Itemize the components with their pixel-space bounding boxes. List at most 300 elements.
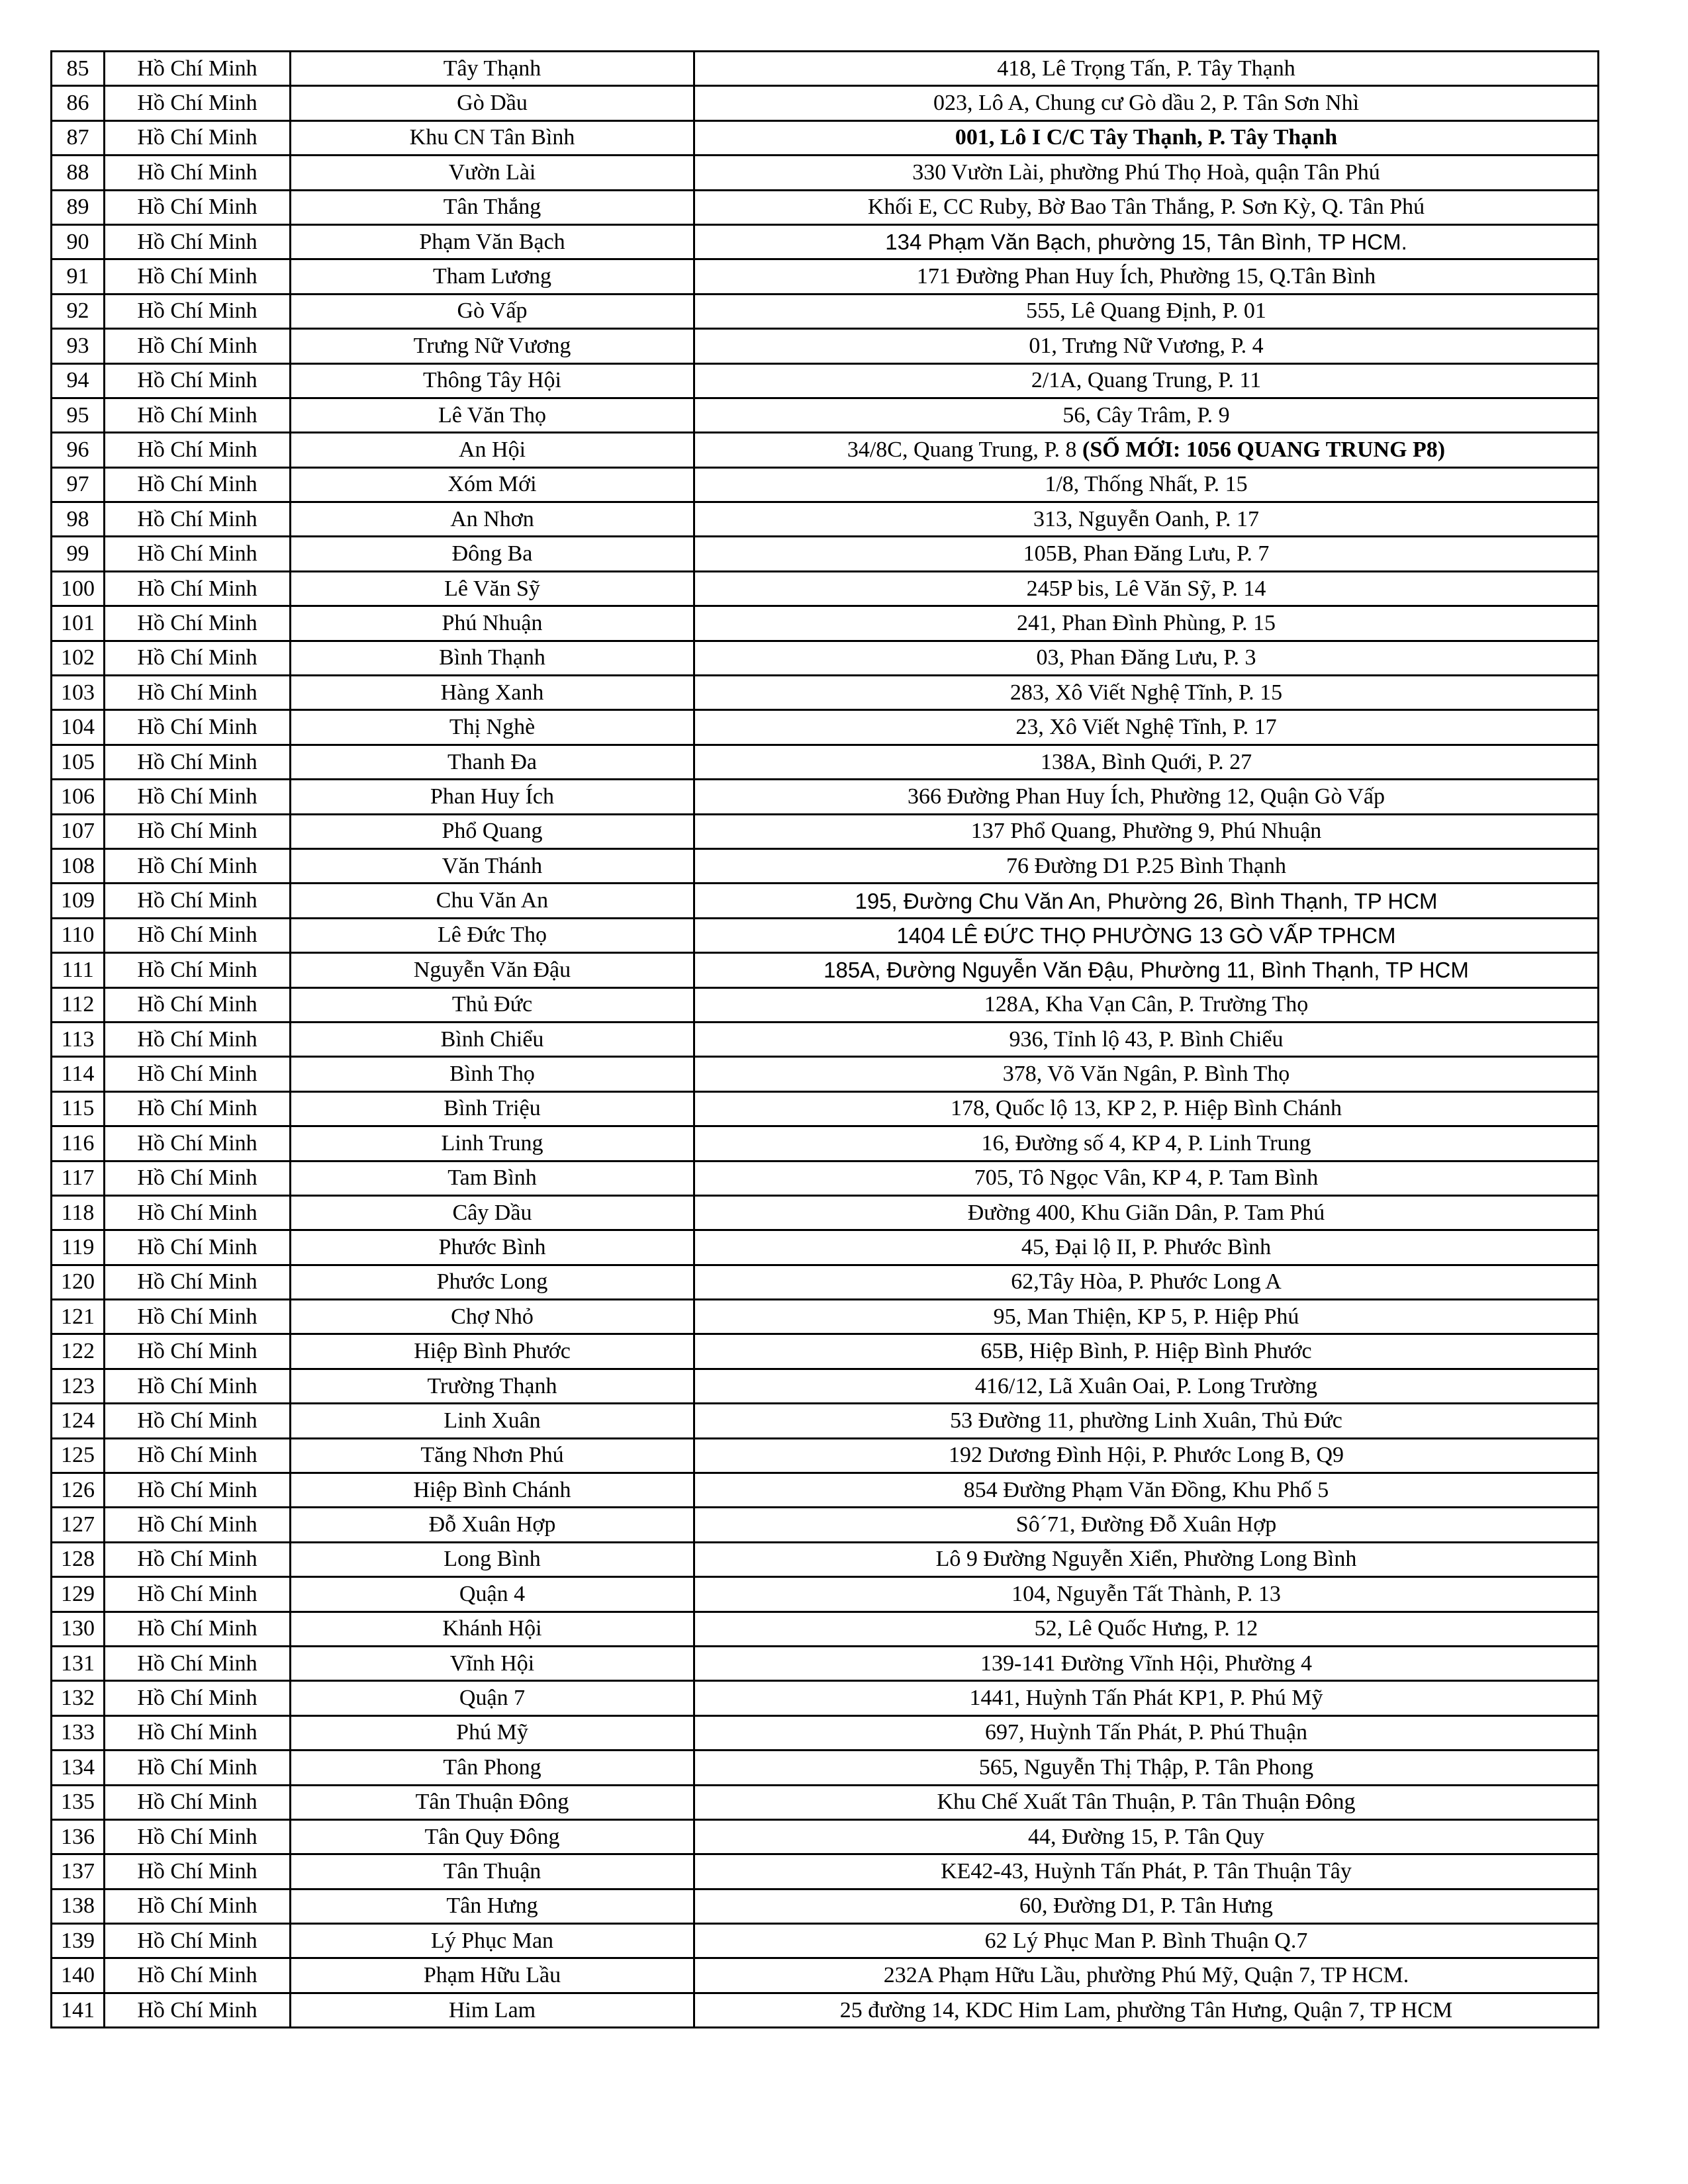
city-cell: Hồ Chí Minh — [105, 363, 291, 398]
address-text: 178, Quốc lộ 13, KP 2, P. Hiệp Bình Chánh — [951, 1096, 1342, 1121]
row-number-cell: 86 — [52, 86, 105, 120]
address-text: Sô´71, Đường Đỗ Xuân Hợp — [1015, 1512, 1277, 1537]
table-row — [52, 1993, 1599, 2027]
address-text: 139-141 Đường Vĩnh Hội, Phường 4 — [980, 1651, 1312, 1676]
table-row — [52, 1473, 1599, 1508]
address-cell — [694, 918, 1599, 952]
row-number-cell: 140 — [52, 1958, 105, 1993]
branch-name-cell: Bình Chiểu — [291, 1022, 694, 1056]
table-row — [52, 814, 1599, 848]
table-row — [52, 1091, 1599, 1126]
address-cell — [694, 1924, 1599, 1958]
city-cell: Hồ Chí Minh — [105, 1404, 291, 1438]
city-cell: Hồ Chí Minh — [105, 1889, 291, 1923]
table-row — [52, 1577, 1599, 1612]
address-text: 128A, Kha Vạn Cân, P. Trường Thọ — [984, 992, 1309, 1017]
address-cell — [694, 1091, 1599, 1126]
row-number-cell: 103 — [52, 676, 105, 710]
row-number-cell: 125 — [52, 1438, 105, 1473]
branch-name-cell: Phổ Quang — [291, 814, 694, 848]
address-text: Khu Chế Xuất Tân Thuận, P. Tân Thuận Đông — [937, 1790, 1356, 1815]
address-cell — [694, 953, 1599, 987]
branch-name-cell: Hàng Xanh — [291, 676, 694, 710]
address-cell — [694, 848, 1599, 883]
city-cell: Hồ Chí Minh — [105, 1542, 291, 1576]
table-row — [52, 1334, 1599, 1369]
row-number-cell: 97 — [52, 467, 105, 502]
row-number-cell: 134 — [52, 1751, 105, 1785]
address-cell — [694, 259, 1599, 294]
address-text: 62 Lý Phục Man P. Bình Thuận Q.7 — [984, 1928, 1308, 1953]
address-cell — [694, 52, 1599, 86]
branch-name-cell: Thông Tây Hội — [291, 363, 694, 398]
city-cell: Hồ Chí Minh — [105, 433, 291, 467]
table-row — [52, 1751, 1599, 1785]
address-cell — [694, 1195, 1599, 1230]
address-text: 1404 LÊ ĐỨC THỌ PHƯỜNG 13 GÒ VẤP TPHCM — [896, 923, 1396, 948]
address-cell — [694, 1404, 1599, 1438]
city-cell: Hồ Chí Minh — [105, 571, 291, 606]
address-text: 283, Xô Viết Nghệ Tĩnh, P. 15 — [1009, 680, 1283, 705]
address-text: 245P bis, Lê Văn Sỹ, P. 14 — [1026, 576, 1266, 601]
table-row — [52, 884, 1599, 918]
city-cell: Hồ Chí Minh — [105, 467, 291, 502]
table-row — [52, 1230, 1599, 1265]
city-cell: Hồ Chí Minh — [105, 502, 291, 537]
city-cell: Hồ Chí Minh — [105, 537, 291, 571]
row-number-cell: 107 — [52, 814, 105, 848]
address-cell — [694, 86, 1599, 120]
row-number-cell: 96 — [52, 433, 105, 467]
row-number-cell: 120 — [52, 1265, 105, 1299]
branch-name-cell: Nguyễn Văn Đậu — [291, 953, 694, 987]
branch-name-cell: Thủ Đức — [291, 987, 694, 1022]
address-text: 232A Phạm Hữu Lầu, phường Phú Mỹ, Quận 7, TP HCM. — [883, 1963, 1409, 1988]
row-number-cell: 111 — [52, 953, 105, 987]
city-cell: Hồ Chí Minh — [105, 52, 291, 86]
address-text: 936, Tỉnh lộ 43, P. Bình Chiểu — [1009, 1026, 1284, 1052]
branch-name-cell: Lê Đức Thọ — [291, 918, 694, 952]
branch-name-cell: Tân Thuận — [291, 1854, 694, 1889]
city-cell: Hồ Chí Minh — [105, 884, 291, 918]
branch-name-cell: Long Bình — [291, 1542, 694, 1576]
row-number-cell: 119 — [52, 1230, 105, 1265]
city-cell: Hồ Chí Minh — [105, 1195, 291, 1230]
new-address-note: (SỐ MỚI: 1056 QUANG TRUNG P8) — [1082, 437, 1446, 462]
address-cell — [694, 329, 1599, 363]
address-cell — [694, 1819, 1599, 1854]
address-text: 171 Đường Phan Huy Ích, Phường 15, Q.Tân Bình — [916, 264, 1376, 289]
address-cell — [694, 537, 1599, 571]
address-text: 56, Cây Trâm, P. 9 — [1062, 402, 1230, 428]
table-row — [52, 571, 1599, 606]
city-cell: Hồ Chí Minh — [105, 1577, 291, 1612]
address-cell — [694, 1958, 1599, 1993]
table-row — [52, 606, 1599, 641]
city-cell: Hồ Chí Minh — [105, 1751, 291, 1785]
address-text: 53 Đường 11, phường Linh Xuân, Thủ Đức — [950, 1408, 1342, 1433]
address-text: 34/8C, Quang Trung, P. 8 — [847, 437, 1077, 462]
table-row — [52, 1889, 1599, 1923]
branch-name-cell: Trưng Nữ Vương — [291, 329, 694, 363]
address-text: 104, Nguyễn Tất Thành, P. 13 — [1011, 1581, 1281, 1606]
branch-name-cell: Xóm Mới — [291, 467, 694, 502]
row-number-cell: 117 — [52, 1161, 105, 1195]
city-cell: Hồ Chí Minh — [105, 1993, 291, 2027]
address-text: Đường 400, Khu Giãn Dân, P. Tam Phú — [967, 1200, 1325, 1225]
address-text: 03, Phan Đăng Lưu, P. 3 — [1036, 645, 1256, 670]
city-cell: Hồ Chí Minh — [105, 1265, 291, 1299]
branch-name-cell: Tam Bình — [291, 1161, 694, 1195]
address-text: Khối E, CC Ruby, Bờ Bao Tân Thắng, P. Sơn Kỳ, Q. Tân Phú — [867, 195, 1425, 220]
row-number-cell: 137 — [52, 1854, 105, 1889]
address-text: 705, Tô Ngọc Vân, KP 4, P. Tam Bình — [974, 1165, 1319, 1191]
row-number-cell: 105 — [52, 745, 105, 779]
table-row — [52, 918, 1599, 952]
row-number-cell: 90 — [52, 224, 105, 259]
table-row — [52, 537, 1599, 571]
branch-name-cell: Tân Thuận Đông — [291, 1785, 694, 1819]
city-cell: Hồ Chí Minh — [105, 224, 291, 259]
city-cell: Hồ Chí Minh — [105, 329, 291, 363]
address-text: 195, Đường Chu Văn An, Phường 26, Bình Thạnh, TP HCM — [855, 888, 1438, 913]
table-row — [52, 1681, 1599, 1715]
branch-name-cell: Chu Văn An — [291, 884, 694, 918]
table-row — [52, 1958, 1599, 1993]
branch-address-table — [50, 50, 1599, 2028]
table-row — [52, 710, 1599, 745]
address-text: 138A, Bình Quới, P. 27 — [1040, 749, 1252, 774]
branch-name-cell: Quận 7 — [291, 1681, 694, 1715]
address-cell — [694, 1854, 1599, 1889]
branch-name-cell: Linh Xuân — [291, 1404, 694, 1438]
table-row — [52, 676, 1599, 710]
row-number-cell: 132 — [52, 1681, 105, 1715]
address-cell — [694, 1715, 1599, 1750]
row-number-cell: 87 — [52, 120, 105, 155]
address-cell — [694, 502, 1599, 537]
branch-name-cell: Đỗ Xuân Hợp — [291, 1508, 694, 1542]
row-number-cell: 131 — [52, 1646, 105, 1680]
row-number-cell: 126 — [52, 1473, 105, 1508]
branch-name-cell: Gò Vấp — [291, 294, 694, 328]
row-number-cell: 113 — [52, 1022, 105, 1056]
address-cell — [694, 294, 1599, 328]
table-row — [52, 1022, 1599, 1056]
branch-name-cell: Tây Thạnh — [291, 52, 694, 86]
table-row — [52, 329, 1599, 363]
address-cell — [694, 1646, 1599, 1680]
row-number-cell: 139 — [52, 1924, 105, 1958]
address-text: KE42-43, Huỳnh Tấn Phát, P. Tân Thuận Tây — [941, 1859, 1352, 1884]
address-cell — [694, 1889, 1599, 1923]
city-cell: Hồ Chí Minh — [105, 1057, 291, 1091]
table-row — [52, 52, 1599, 86]
row-number-cell: 94 — [52, 363, 105, 398]
address-text: 23, Xô Viết Nghệ Tĩnh, P. 17 — [1015, 715, 1277, 740]
table-row — [52, 1126, 1599, 1161]
address-cell — [694, 571, 1599, 606]
city-cell: Hồ Chí Minh — [105, 1715, 291, 1750]
row-number-cell: 114 — [52, 1057, 105, 1091]
table-row — [52, 1404, 1599, 1438]
table-row — [52, 502, 1599, 537]
address-cell — [694, 1126, 1599, 1161]
row-number-cell: 122 — [52, 1334, 105, 1369]
address-text: 134 Phạm Văn Bạch, phường 15, Tân Bình, TP HCM. — [885, 230, 1407, 255]
table-row — [52, 1057, 1599, 1091]
city-cell: Hồ Chí Minh — [105, 1161, 291, 1195]
city-cell: Hồ Chí Minh — [105, 1230, 291, 1265]
branch-name-cell: Hiệp Bình Phước — [291, 1334, 694, 1369]
address-text: 565, Nguyễn Thị Thập, P. Tân Phong — [978, 1754, 1314, 1780]
address-cell — [694, 1751, 1599, 1785]
city-cell: Hồ Chí Minh — [105, 745, 291, 779]
address-text: 854 Đường Phạm Văn Đồng, Khu Phố 5 — [963, 1477, 1329, 1502]
table-row — [52, 433, 1599, 467]
row-number-cell: 123 — [52, 1369, 105, 1403]
address-cell — [694, 1438, 1599, 1473]
row-number-cell: 124 — [52, 1404, 105, 1438]
city-cell: Hồ Chí Minh — [105, 641, 291, 675]
branch-name-cell: Khánh Hội — [291, 1612, 694, 1646]
row-number-cell: 121 — [52, 1300, 105, 1334]
address-text: 105B, Phan Đăng Lưu, P. 7 — [1023, 541, 1270, 567]
address-text: 330 Vườn Lài, phường Phú Thọ Hoà, quận Tân Phú — [912, 159, 1380, 185]
row-number-cell: 99 — [52, 537, 105, 571]
branch-name-cell: Văn Thánh — [291, 848, 694, 883]
address-cell — [694, 814, 1599, 848]
address-cell — [694, 710, 1599, 745]
city-cell: Hồ Chí Minh — [105, 606, 291, 641]
row-number-cell: 92 — [52, 294, 105, 328]
address-cell — [694, 987, 1599, 1022]
row-number-cell: 104 — [52, 710, 105, 745]
table-row — [52, 259, 1599, 294]
branch-name-cell: Phước Bình — [291, 1230, 694, 1265]
table-row — [52, 363, 1599, 398]
address-text: 185A, Đường Nguyễn Văn Đậu, Phường 11, Bình Thạnh, TP HCM — [823, 958, 1469, 983]
table-body — [52, 52, 1599, 2028]
table-row — [52, 1612, 1599, 1646]
branch-name-cell: Vĩnh Hội — [291, 1646, 694, 1680]
row-number-cell: 95 — [52, 398, 105, 432]
row-number-cell: 127 — [52, 1508, 105, 1542]
address-cell — [694, 780, 1599, 814]
address-cell — [694, 1230, 1599, 1265]
city-cell: Hồ Chí Minh — [105, 190, 291, 224]
city-cell: Hồ Chí Minh — [105, 780, 291, 814]
address-cell — [694, 676, 1599, 710]
table-row — [52, 294, 1599, 328]
address-cell — [694, 1785, 1599, 1819]
address-cell — [694, 1473, 1599, 1508]
table-row — [52, 86, 1599, 120]
address-cell — [694, 606, 1599, 641]
address-cell — [694, 745, 1599, 779]
city-cell: Hồ Chí Minh — [105, 1022, 291, 1056]
table-row — [52, 156, 1599, 190]
branch-name-cell: Lý Phục Man — [291, 1924, 694, 1958]
address-cell — [694, 1265, 1599, 1299]
address-text: Lô 9 Đường Nguyễn Xiển, Phường Long Bình — [935, 1547, 1357, 1572]
table-row — [52, 953, 1599, 987]
address-text: 1441, Huỳnh Tấn Phát KP1, P. Phú Mỹ — [969, 1686, 1323, 1711]
city-cell: Hồ Chí Minh — [105, 1958, 291, 1993]
city-cell: Hồ Chí Minh — [105, 676, 291, 710]
city-cell: Hồ Chí Minh — [105, 259, 291, 294]
branch-name-cell: Khu CN Tân Bình — [291, 120, 694, 155]
city-cell: Hồ Chí Minh — [105, 848, 291, 883]
address-cell — [694, 1334, 1599, 1369]
address-text: 418, Lê Trọng Tấn, P. Tây Thạnh — [997, 56, 1295, 81]
address-text: 192 Dương Đình Hội, P. Phước Long B, Q9 — [948, 1443, 1344, 1468]
branch-name-cell: Gò Dầu — [291, 86, 694, 120]
address-cell — [694, 1161, 1599, 1195]
row-number-cell: 93 — [52, 329, 105, 363]
city-cell: Hồ Chí Minh — [105, 1819, 291, 1854]
address-cell — [694, 467, 1599, 502]
address-text: 366 Đường Phan Huy Ích, Phường 12, Quận Gò Vấp — [908, 784, 1385, 809]
row-number-cell: 98 — [52, 502, 105, 537]
address-text: 25 đường 14, KDC Him Lam, phường Tân Hưng, Quận 7, TP HCM — [839, 1997, 1453, 2023]
address-text: 01, Trưng Nữ Vương, P. 4 — [1029, 333, 1264, 358]
table-row — [52, 467, 1599, 502]
table-row — [52, 1508, 1599, 1542]
row-number-cell: 108 — [52, 848, 105, 883]
city-cell: Hồ Chí Minh — [105, 1438, 291, 1473]
address-text: 241, Phan Đình Phùng, P. 15 — [1016, 610, 1276, 635]
address-text: 378, Võ Văn Ngân, P. Bình Thọ — [1002, 1062, 1290, 1087]
branch-name-cell: Thanh Đa — [291, 745, 694, 779]
branch-name-cell: Phan Huy Ích — [291, 780, 694, 814]
row-number-cell: 101 — [52, 606, 105, 641]
city-cell: Hồ Chí Minh — [105, 1646, 291, 1680]
city-cell: Hồ Chí Minh — [105, 1785, 291, 1819]
row-number-cell: 136 — [52, 1819, 105, 1854]
row-number-cell: 112 — [52, 987, 105, 1022]
address-cell — [694, 884, 1599, 918]
city-cell: Hồ Chí Minh — [105, 156, 291, 190]
city-cell: Hồ Chí Minh — [105, 1508, 291, 1542]
address-text: 555, Lê Quang Định, P. 01 — [1026, 298, 1266, 324]
address-cell — [694, 433, 1599, 467]
table-row — [52, 987, 1599, 1022]
branch-name-cell: Bình Triệu — [291, 1091, 694, 1126]
city-cell: Hồ Chí Minh — [105, 918, 291, 952]
row-number-cell: 109 — [52, 884, 105, 918]
address-cell — [694, 1022, 1599, 1056]
table-row — [52, 190, 1599, 224]
table-row — [52, 224, 1599, 259]
address-text: 313, Nguyễn Oanh, P. 17 — [1033, 506, 1259, 531]
city-cell: Hồ Chí Minh — [105, 987, 291, 1022]
address-text: 44, Đường 15, P. Tân Quy — [1028, 1824, 1264, 1849]
table-row — [52, 1161, 1599, 1195]
row-number-cell: 135 — [52, 1785, 105, 1819]
address-text: 62,Tây Hòa, P. Phước Long A — [1011, 1269, 1282, 1295]
row-number-cell: 110 — [52, 918, 105, 952]
row-number-cell: 102 — [52, 641, 105, 675]
address-text: 76 Đường D1 P.25 Bình Thạnh — [1006, 853, 1287, 878]
branch-name-cell: Tân Hưng — [291, 1889, 694, 1923]
city-cell: Hồ Chí Minh — [105, 1473, 291, 1508]
address-text: 697, Huỳnh Tấn Phát, P. Phú Thuận — [984, 1720, 1308, 1745]
table-row — [52, 1819, 1599, 1854]
branch-name-cell: Phú Nhuận — [291, 606, 694, 641]
address-text: 52, Lê Quốc Hưng, P. 12 — [1034, 1616, 1258, 1641]
city-cell: Hồ Chí Minh — [105, 1681, 291, 1715]
table-row — [52, 848, 1599, 883]
branch-name-cell: Linh Trung — [291, 1126, 694, 1161]
table-row — [52, 641, 1599, 675]
address-text: 95, Man Thiện, KP 5, P. Hiệp Phú — [993, 1304, 1299, 1329]
address-cell — [694, 1542, 1599, 1576]
branch-name-cell: Tân Phong — [291, 1751, 694, 1785]
branch-name-cell: An Nhơn — [291, 502, 694, 537]
address-text: 1/8, Thống Nhất, P. 15 — [1045, 472, 1248, 497]
row-number-cell: 88 — [52, 156, 105, 190]
address-cell — [694, 190, 1599, 224]
city-cell: Hồ Chí Minh — [105, 398, 291, 432]
table-row — [52, 1300, 1599, 1334]
address-cell — [694, 363, 1599, 398]
address-cell — [694, 1057, 1599, 1091]
branch-name-cell: Lê Văn Sỹ — [291, 571, 694, 606]
branch-name-cell: An Hội — [291, 433, 694, 467]
row-number-cell: 129 — [52, 1577, 105, 1612]
branch-name-cell: Phạm Hữu Lầu — [291, 1958, 694, 1993]
address-cell — [694, 1993, 1599, 2027]
address-cell — [694, 1508, 1599, 1542]
branch-name-cell: Quận 4 — [291, 1577, 694, 1612]
row-number-cell: 133 — [52, 1715, 105, 1750]
table-row — [52, 1854, 1599, 1889]
branch-list-page — [50, 50, 1597, 2028]
branch-name-cell: Vườn Lài — [291, 156, 694, 190]
city-cell: Hồ Chí Minh — [105, 953, 291, 987]
city-cell: Hồ Chí Minh — [105, 86, 291, 120]
table-row — [52, 1715, 1599, 1750]
city-cell: Hồ Chí Minh — [105, 1091, 291, 1126]
branch-name-cell: Chợ Nhỏ — [291, 1300, 694, 1334]
branch-name-cell: Cây Dầu — [291, 1195, 694, 1230]
branch-name-cell: Thị Nghè — [291, 710, 694, 745]
branch-name-cell: Tân Thắng — [291, 190, 694, 224]
row-number-cell: 141 — [52, 1993, 105, 2027]
address-cell — [694, 156, 1599, 190]
address-text: 023, Lô A, Chung cư Gò dầu 2, P. Tân Sơn Nhì — [933, 91, 1360, 116]
table-row — [52, 1265, 1599, 1299]
row-number-cell: 115 — [52, 1091, 105, 1126]
table-row — [52, 780, 1599, 814]
address-text: 16, Đường số 4, KP 4, P. Linh Trung — [981, 1130, 1311, 1156]
table-row — [52, 1924, 1599, 1958]
city-cell: Hồ Chí Minh — [105, 120, 291, 155]
address-text: 65B, Hiệp Bình, P. Hiệp Bình Phước — [980, 1339, 1312, 1364]
table-row — [52, 1785, 1599, 1819]
table-row — [52, 1195, 1599, 1230]
row-number-cell: 91 — [52, 259, 105, 294]
row-number-cell: 100 — [52, 571, 105, 606]
branch-name-cell: Tăng Nhơn Phú — [291, 1438, 694, 1473]
address-text: 416/12, Lã Xuân Oai, P. Long Trường — [974, 1373, 1318, 1398]
city-cell: Hồ Chí Minh — [105, 1334, 291, 1369]
city-cell: Hồ Chí Minh — [105, 294, 291, 328]
branch-name-cell: Trường Thạnh — [291, 1369, 694, 1403]
row-number-cell: 85 — [52, 52, 105, 86]
city-cell: Hồ Chí Minh — [105, 1369, 291, 1403]
